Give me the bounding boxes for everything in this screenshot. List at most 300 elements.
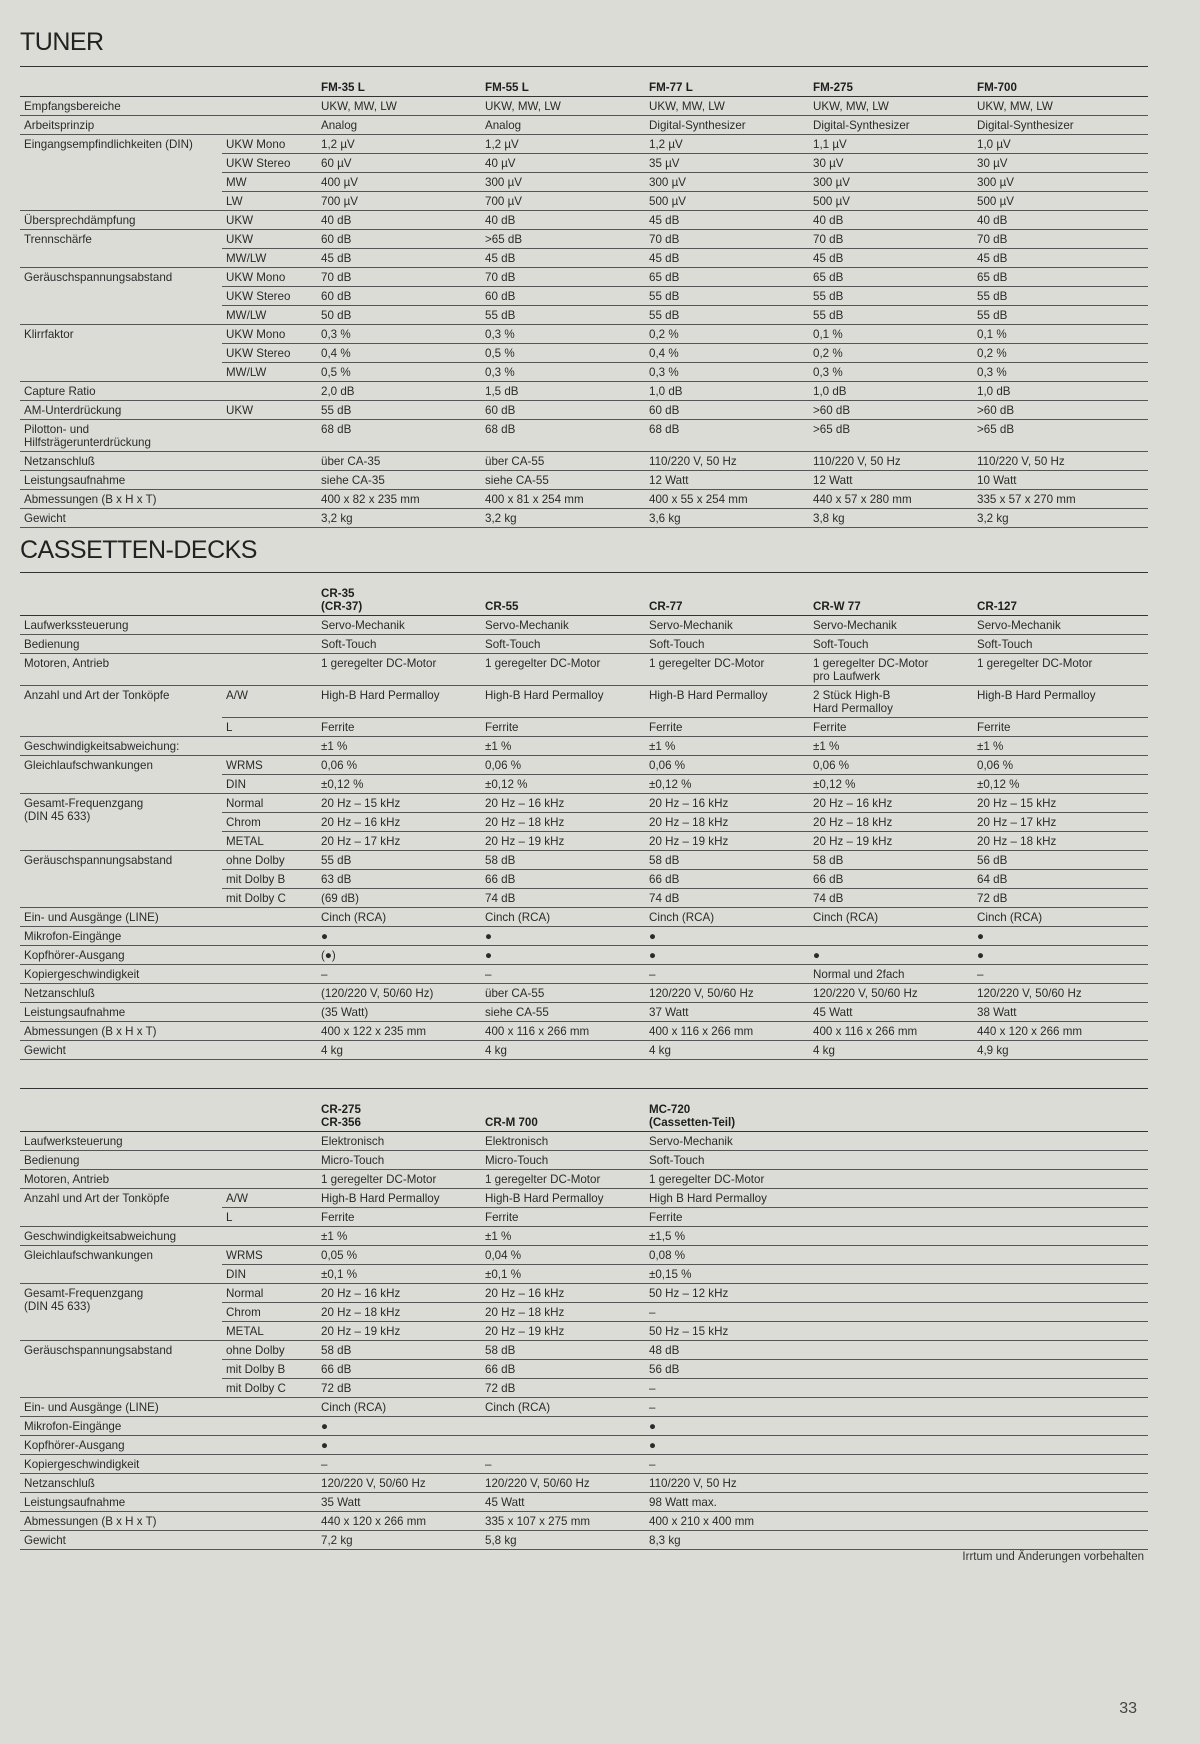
spec-label: Gewicht bbox=[20, 509, 222, 528]
spec-sublabel bbox=[222, 1398, 317, 1417]
spec-value: ±1 % bbox=[973, 737, 1148, 756]
header-spacer bbox=[20, 1089, 317, 1132]
spec-value: 0,06 % bbox=[481, 756, 645, 775]
spec-value: 58 dB bbox=[481, 1341, 645, 1360]
spec-value: ±1,5 % bbox=[645, 1227, 809, 1246]
decks-title: CASSETTEN-DECKS bbox=[20, 536, 257, 564]
spec-value: ● bbox=[317, 1417, 481, 1436]
spec-value: über CA-35 bbox=[317, 452, 481, 471]
spec-row bbox=[20, 965, 1148, 984]
spec-value bbox=[809, 1436, 973, 1455]
spec-sublabel: mit Dolby C bbox=[222, 889, 317, 908]
spec-value: 0,05 % bbox=[317, 1246, 481, 1265]
spec-label bbox=[20, 363, 222, 382]
spec-value: 20 Hz – 17 kHz bbox=[973, 813, 1148, 832]
disclaimer-note: Irrtum und Änderungen vorbehalten bbox=[962, 1551, 1144, 1563]
spec-value: 1,2 µV bbox=[481, 135, 645, 154]
spec-sublabel: WRMS bbox=[222, 756, 317, 775]
spec-label: Bedienung bbox=[20, 635, 222, 654]
spec-value: 0,2 % bbox=[973, 344, 1148, 363]
spec-sublabel bbox=[222, 1531, 317, 1550]
page-number: 33 bbox=[1119, 1700, 1137, 1717]
spec-label bbox=[20, 249, 222, 268]
spec-row bbox=[20, 1041, 1148, 1060]
spec-label: Empfangsbereiche bbox=[20, 97, 222, 116]
spec-value bbox=[809, 1474, 973, 1493]
spec-sublabel: LW bbox=[222, 192, 317, 211]
spec-sublabel bbox=[222, 1436, 317, 1455]
spec-value: 56 dB bbox=[973, 851, 1148, 870]
spec-row bbox=[20, 1208, 1148, 1227]
spec-value bbox=[973, 1417, 1148, 1436]
spec-row bbox=[20, 116, 1148, 135]
spec-value: 0,3 % bbox=[645, 363, 809, 382]
spec-row bbox=[20, 287, 1148, 306]
spec-row bbox=[20, 635, 1148, 654]
spec-row bbox=[20, 616, 1148, 635]
spec-value: 68 dB bbox=[645, 420, 809, 452]
spec-sublabel: Chrom bbox=[222, 813, 317, 832]
spec-row bbox=[20, 1379, 1148, 1398]
spec-value: 7,2 kg bbox=[317, 1531, 481, 1550]
spec-value: 20 Hz – 19 kHz bbox=[481, 832, 645, 851]
spec-value: 500 µV bbox=[645, 192, 809, 211]
spec-value: 72 dB bbox=[317, 1379, 481, 1398]
spec-value: 20 Hz – 18 kHz bbox=[481, 813, 645, 832]
spec-label: Abmessungen (B x H x T) bbox=[20, 1022, 222, 1041]
spec-value: Cinch (RCA) bbox=[809, 908, 973, 927]
spec-value bbox=[973, 1474, 1148, 1493]
model-header: FM-700 bbox=[973, 67, 1148, 97]
spec-value: 20 Hz – 17 kHz bbox=[317, 832, 481, 851]
spec-row bbox=[20, 420, 1148, 452]
spec-value bbox=[809, 1246, 973, 1265]
spec-label: Gewicht bbox=[20, 1531, 222, 1550]
spec-value: UKW, MW, LW bbox=[973, 97, 1148, 116]
spec-value: – bbox=[645, 965, 809, 984]
spec-sublabel: ohne Dolby bbox=[222, 1341, 317, 1360]
spec-label-text: Gesamt-Frequenzgang (DIN 45 633) bbox=[24, 1287, 144, 1313]
spec-label: Leistungsaufnahme bbox=[20, 1003, 222, 1022]
spec-value: 20 Hz – 19 kHz bbox=[481, 1322, 645, 1341]
spec-value bbox=[973, 1265, 1148, 1284]
spec-label bbox=[20, 173, 222, 192]
spec-value: Ferrite bbox=[481, 1208, 645, 1227]
spec-value: 1,2 µV bbox=[317, 135, 481, 154]
spec-value: 335 x 57 x 270 mm bbox=[973, 490, 1148, 509]
spec-row bbox=[20, 1284, 1148, 1303]
spec-value bbox=[809, 1189, 973, 1208]
spec-value bbox=[973, 1493, 1148, 1512]
spec-value: ±1 % bbox=[481, 1227, 645, 1246]
spec-value bbox=[973, 1132, 1148, 1151]
spec-sublabel bbox=[222, 1170, 317, 1189]
spec-row bbox=[20, 154, 1148, 173]
model-header: CR-127 bbox=[973, 573, 1148, 616]
spec-value: 63 dB bbox=[317, 870, 481, 889]
spec-value: über CA-55 bbox=[481, 452, 645, 471]
spec-value: Servo-Mechanik bbox=[317, 616, 481, 635]
spec-value bbox=[809, 1531, 973, 1550]
spec-label: Ein- und Ausgänge (LINE) bbox=[20, 1398, 222, 1417]
spec-value: 66 dB bbox=[645, 870, 809, 889]
spec-value: >65 dB bbox=[481, 230, 645, 249]
spec-value: High-B Hard Permalloy bbox=[317, 1189, 481, 1208]
model-header: CR-77 bbox=[645, 573, 809, 616]
spec-sublabel: A/W bbox=[222, 686, 317, 718]
spec-value: 58 dB bbox=[809, 851, 973, 870]
spec-value bbox=[973, 1322, 1148, 1341]
cassette-deck-spec-table-1 bbox=[20, 573, 1148, 1060]
spec-sublabel bbox=[222, 984, 317, 1003]
spec-row bbox=[20, 832, 1148, 851]
spec-value: Ferrite bbox=[645, 1208, 809, 1227]
model-header: CR-275 CR-356 bbox=[317, 1089, 481, 1132]
spec-value: High-B Hard Permalloy bbox=[973, 686, 1148, 718]
spec-label: Geräuschspannungsabstand bbox=[24, 1344, 173, 1357]
spec-value: 4 kg bbox=[481, 1041, 645, 1060]
model-header: CR-W 77 bbox=[809, 573, 973, 616]
spec-value: 37 Watt bbox=[645, 1003, 809, 1022]
spec-value: 0,2 % bbox=[809, 344, 973, 363]
spec-sublabel: mit Dolby B bbox=[222, 1360, 317, 1379]
spec-value: 72 dB bbox=[481, 1379, 645, 1398]
spec-row bbox=[20, 97, 1148, 116]
spec-value: 110/220 V, 50 Hz bbox=[645, 1474, 809, 1493]
spec-value: 55 dB bbox=[809, 287, 973, 306]
spec-sublabel: Normal bbox=[222, 1284, 317, 1303]
spec-value bbox=[481, 1436, 645, 1455]
spec-row bbox=[20, 230, 1148, 249]
spec-sublabel: UKW Mono bbox=[222, 268, 317, 287]
spec-value: 3,2 kg bbox=[973, 509, 1148, 528]
spec-value: 48 dB bbox=[645, 1341, 809, 1360]
model-header: FM-55 L bbox=[481, 67, 645, 97]
spec-value: 0,4 % bbox=[645, 344, 809, 363]
spec-value: 120/220 V, 50/60 Hz bbox=[481, 1474, 645, 1493]
spec-value: 64 dB bbox=[973, 870, 1148, 889]
spec-value bbox=[809, 1379, 973, 1398]
spec-row bbox=[20, 135, 1148, 154]
spec-row bbox=[20, 654, 1148, 686]
spec-value: 65 dB bbox=[809, 268, 973, 287]
spec-label: Bedienung bbox=[20, 1151, 222, 1170]
spec-value: 35 µV bbox=[645, 154, 809, 173]
spec-value: Cinch (RCA) bbox=[973, 908, 1148, 927]
spec-value: UKW, MW, LW bbox=[481, 97, 645, 116]
spec-value: 1 geregelter DC-Motor pro Laufwerk bbox=[809, 654, 973, 686]
spec-value: 1,0 dB bbox=[645, 382, 809, 401]
spec-value: 55 dB bbox=[645, 306, 809, 325]
spec-label bbox=[20, 794, 222, 823]
spec-value: (●) bbox=[317, 946, 481, 965]
spec-sublabel: L bbox=[222, 718, 317, 737]
spec-value bbox=[973, 1531, 1148, 1550]
spec-row bbox=[20, 382, 1148, 401]
spec-value: 2,0 dB bbox=[317, 382, 481, 401]
spec-label bbox=[20, 718, 222, 737]
spec-value: 400 x 82 x 235 mm bbox=[317, 490, 481, 509]
spec-label bbox=[20, 775, 222, 794]
spec-row bbox=[20, 1303, 1148, 1322]
spec-value: UKW, MW, LW bbox=[317, 97, 481, 116]
spec-value: 10 Watt bbox=[973, 471, 1148, 490]
spec-value: ±1 % bbox=[645, 737, 809, 756]
spec-sublabel: DIN bbox=[222, 775, 317, 794]
spec-value: Servo-Mechanik bbox=[645, 616, 809, 635]
spec-sublabel: ohne Dolby bbox=[222, 851, 317, 870]
spec-value bbox=[973, 1208, 1148, 1227]
spec-value: 400 x 210 x 400 mm bbox=[645, 1512, 809, 1531]
spec-value: 66 dB bbox=[317, 1360, 481, 1379]
spec-sublabel bbox=[222, 635, 317, 654]
spec-value: >60 dB bbox=[973, 401, 1148, 420]
spec-value: 56 dB bbox=[645, 1360, 809, 1379]
spec-value: 55 dB bbox=[645, 287, 809, 306]
spec-value: 20 Hz – 16 kHz bbox=[481, 1284, 645, 1303]
spec-row bbox=[20, 268, 1148, 287]
spec-value bbox=[809, 1341, 973, 1360]
spec-value: 110/220 V, 50 Hz bbox=[973, 452, 1148, 471]
spec-value: 74 dB bbox=[481, 889, 645, 908]
spec-value: 40 dB bbox=[973, 211, 1148, 230]
spec-value: 70 dB bbox=[481, 268, 645, 287]
spec-value: 120/220 V, 50/60 Hz bbox=[645, 984, 809, 1003]
spec-value: 20 Hz – 18 kHz bbox=[973, 832, 1148, 851]
spec-value bbox=[809, 1208, 973, 1227]
spec-value: siehe CA-35 bbox=[317, 471, 481, 490]
spec-value: 66 dB bbox=[481, 870, 645, 889]
spec-sublabel bbox=[222, 1022, 317, 1041]
spec-value: Soft-Touch bbox=[645, 1151, 809, 1170]
spec-value bbox=[973, 1151, 1148, 1170]
spec-value: 58 dB bbox=[645, 851, 809, 870]
spec-sublabel bbox=[222, 616, 317, 635]
model-header: CR-M 700 bbox=[481, 1089, 645, 1132]
spec-value: ±0,12 % bbox=[809, 775, 973, 794]
spec-row bbox=[20, 1322, 1148, 1341]
spec-value: 20 Hz – 19 kHz bbox=[317, 1322, 481, 1341]
spec-value: ● bbox=[481, 927, 645, 946]
spec-value: 0,3 % bbox=[973, 363, 1148, 382]
spec-value: 400 x 116 x 266 mm bbox=[645, 1022, 809, 1041]
spec-value: ● bbox=[645, 1436, 809, 1455]
spec-value: >65 dB bbox=[809, 420, 973, 452]
spec-row bbox=[20, 1493, 1148, 1512]
spec-value: 400 x 116 x 266 mm bbox=[809, 1022, 973, 1041]
spec-value: 55 dB bbox=[809, 306, 973, 325]
spec-value: 60 dB bbox=[317, 230, 481, 249]
spec-label: Leistungsaufnahme bbox=[20, 471, 222, 490]
spec-row bbox=[20, 1132, 1148, 1151]
spec-value: 2 Stück High-B Hard Permalloy bbox=[809, 686, 973, 718]
spec-value: 40 dB bbox=[809, 211, 973, 230]
spec-value: Micro-Touch bbox=[481, 1151, 645, 1170]
spec-value: 55 dB bbox=[481, 306, 645, 325]
spec-sublabel: MW/LW bbox=[222, 363, 317, 382]
spec-label: Übersprechdämpfung bbox=[20, 211, 222, 230]
spec-value: >65 dB bbox=[973, 420, 1148, 452]
spec-value: 20 Hz – 18 kHz bbox=[645, 813, 809, 832]
spec-value: 400 x 122 x 235 mm bbox=[317, 1022, 481, 1041]
spec-row bbox=[20, 306, 1148, 325]
spec-label bbox=[20, 813, 222, 832]
spec-sublabel bbox=[222, 490, 317, 509]
spec-value: 1,0 dB bbox=[809, 382, 973, 401]
spec-value: über CA-55 bbox=[481, 984, 645, 1003]
spec-value: 0,04 % bbox=[481, 1246, 645, 1265]
spec-row bbox=[20, 1474, 1148, 1493]
spec-value bbox=[973, 1512, 1148, 1531]
spec-value: 70 dB bbox=[973, 230, 1148, 249]
spec-sublabel bbox=[222, 737, 317, 756]
spec-value: ● bbox=[973, 927, 1148, 946]
spec-row bbox=[20, 908, 1148, 927]
spec-label: Anzahl und Art der Tonköpfe bbox=[24, 689, 170, 702]
spec-row bbox=[20, 1246, 1148, 1265]
spec-value: 20 Hz – 16 kHz bbox=[645, 794, 809, 813]
spec-value: Ferrite bbox=[317, 718, 481, 737]
spec-value: 8,3 kg bbox=[645, 1531, 809, 1550]
model-header: CR-35 (CR-37) bbox=[317, 573, 481, 616]
spec-value: Ferrite bbox=[809, 718, 973, 737]
spec-value: Micro-Touch bbox=[317, 1151, 481, 1170]
spec-value: 3,2 kg bbox=[317, 509, 481, 528]
spec-sublabel bbox=[222, 654, 317, 686]
spec-label bbox=[20, 344, 222, 363]
spec-sublabel: UKW Stereo bbox=[222, 344, 317, 363]
spec-value: ● bbox=[481, 946, 645, 965]
spec-sublabel: Normal bbox=[222, 794, 317, 813]
spec-value bbox=[973, 1379, 1148, 1398]
spec-value: 60 dB bbox=[645, 401, 809, 420]
spec-value: High-B Hard Permalloy bbox=[317, 686, 481, 718]
spec-value: Analog bbox=[481, 116, 645, 135]
model-header: FM-77 L bbox=[645, 67, 809, 97]
spec-sublabel bbox=[222, 927, 317, 946]
spec-value: High B Hard Permalloy bbox=[645, 1189, 809, 1208]
spec-value: 400 x 81 x 254 mm bbox=[481, 490, 645, 509]
spec-value: Soft-Touch bbox=[317, 635, 481, 654]
spec-value: 45 dB bbox=[317, 249, 481, 268]
spec-value: 335 x 107 x 275 mm bbox=[481, 1512, 645, 1531]
spec-row bbox=[20, 471, 1148, 490]
spec-label: Laufwerksteuerung bbox=[20, 1132, 222, 1151]
spec-value: 65 dB bbox=[645, 268, 809, 287]
spec-value: 60 dB bbox=[481, 401, 645, 420]
spec-label bbox=[20, 1360, 222, 1379]
spec-value: Servo-Mechanik bbox=[809, 616, 973, 635]
spec-value: 500 µV bbox=[973, 192, 1148, 211]
spec-value: ±0,12 % bbox=[973, 775, 1148, 794]
spec-row bbox=[20, 325, 1148, 344]
spec-value: – bbox=[645, 1455, 809, 1474]
spec-value: ±0,1 % bbox=[317, 1265, 481, 1284]
spec-value: 74 dB bbox=[645, 889, 809, 908]
spec-value: 60 µV bbox=[317, 154, 481, 173]
spec-row bbox=[20, 946, 1148, 965]
spec-value bbox=[973, 1398, 1148, 1417]
spec-sublabel bbox=[222, 420, 317, 452]
spec-value: Soft-Touch bbox=[973, 635, 1148, 654]
spec-row bbox=[20, 1531, 1148, 1550]
spec-value: >60 dB bbox=[809, 401, 973, 420]
spec-value: Ferrite bbox=[645, 718, 809, 737]
spec-row bbox=[20, 1003, 1148, 1022]
spec-value: ±0,12 % bbox=[481, 775, 645, 794]
spec-value: 30 µV bbox=[809, 154, 973, 173]
spec-value: 50 dB bbox=[317, 306, 481, 325]
spec-value: Digital-Synthesizer bbox=[973, 116, 1148, 135]
spec-value: High-B Hard Permalloy bbox=[645, 686, 809, 718]
spec-sublabel bbox=[222, 1417, 317, 1436]
spec-sublabel bbox=[222, 908, 317, 927]
spec-row bbox=[20, 1417, 1148, 1436]
spec-label: Motoren, Antrieb bbox=[20, 654, 222, 686]
spec-value: ±1 % bbox=[481, 737, 645, 756]
spec-value: 700 µV bbox=[481, 192, 645, 211]
spec-value bbox=[973, 1284, 1148, 1303]
spec-value: 0,06 % bbox=[317, 756, 481, 775]
spec-label: Geschwindigkeitsabweichung bbox=[20, 1227, 222, 1246]
spec-sublabel: UKW Mono bbox=[222, 325, 317, 344]
spec-value: 20 Hz – 16 kHz bbox=[317, 813, 481, 832]
spec-value: 74 dB bbox=[809, 889, 973, 908]
spec-value: ±1 % bbox=[317, 1227, 481, 1246]
spec-label: Geschwindigkeitsabweichung: bbox=[20, 737, 222, 756]
spec-row bbox=[20, 1360, 1148, 1379]
spec-value: (35 Watt) bbox=[317, 1003, 481, 1022]
spec-sublabel: METAL bbox=[222, 1322, 317, 1341]
spec-value: 4 kg bbox=[317, 1041, 481, 1060]
spec-value: 40 µV bbox=[481, 154, 645, 173]
spec-row bbox=[20, 1265, 1148, 1284]
spec-label bbox=[20, 192, 222, 211]
spec-sublabel bbox=[222, 1455, 317, 1474]
spec-value: 20 Hz – 16 kHz bbox=[481, 794, 645, 813]
spec-value: (69 dB) bbox=[317, 889, 481, 908]
spec-value: 55 dB bbox=[317, 401, 481, 420]
spec-sublabel: UKW Stereo bbox=[222, 287, 317, 306]
spec-value: 3,6 kg bbox=[645, 509, 809, 528]
spec-value bbox=[973, 1170, 1148, 1189]
spec-value bbox=[973, 1189, 1148, 1208]
spec-value: 0,3 % bbox=[317, 325, 481, 344]
spec-label bbox=[20, 870, 222, 889]
spec-value: 70 dB bbox=[809, 230, 973, 249]
spec-value: 4 kg bbox=[809, 1041, 973, 1060]
spec-row bbox=[20, 984, 1148, 1003]
spec-value: – bbox=[973, 965, 1148, 984]
spec-value: Ferrite bbox=[973, 718, 1148, 737]
model-header bbox=[809, 1089, 973, 1132]
spec-row bbox=[20, 737, 1148, 756]
spec-row bbox=[20, 1436, 1148, 1455]
spec-value: ±0,1 % bbox=[481, 1265, 645, 1284]
spec-value: 0,1 % bbox=[809, 325, 973, 344]
spec-value: 20 Hz – 18 kHz bbox=[317, 1303, 481, 1322]
spec-value: 300 µV bbox=[481, 173, 645, 192]
spec-value: 66 dB bbox=[809, 870, 973, 889]
spec-label bbox=[20, 287, 222, 306]
spec-value: ● bbox=[645, 927, 809, 946]
spec-value bbox=[809, 1227, 973, 1246]
spec-label bbox=[20, 1303, 222, 1322]
spec-value: 0,1 % bbox=[973, 325, 1148, 344]
spec-value: 1 geregelter DC-Motor bbox=[645, 654, 809, 686]
spec-value: 120/220 V, 50/60 Hz bbox=[809, 984, 973, 1003]
spec-label bbox=[20, 1284, 222, 1313]
